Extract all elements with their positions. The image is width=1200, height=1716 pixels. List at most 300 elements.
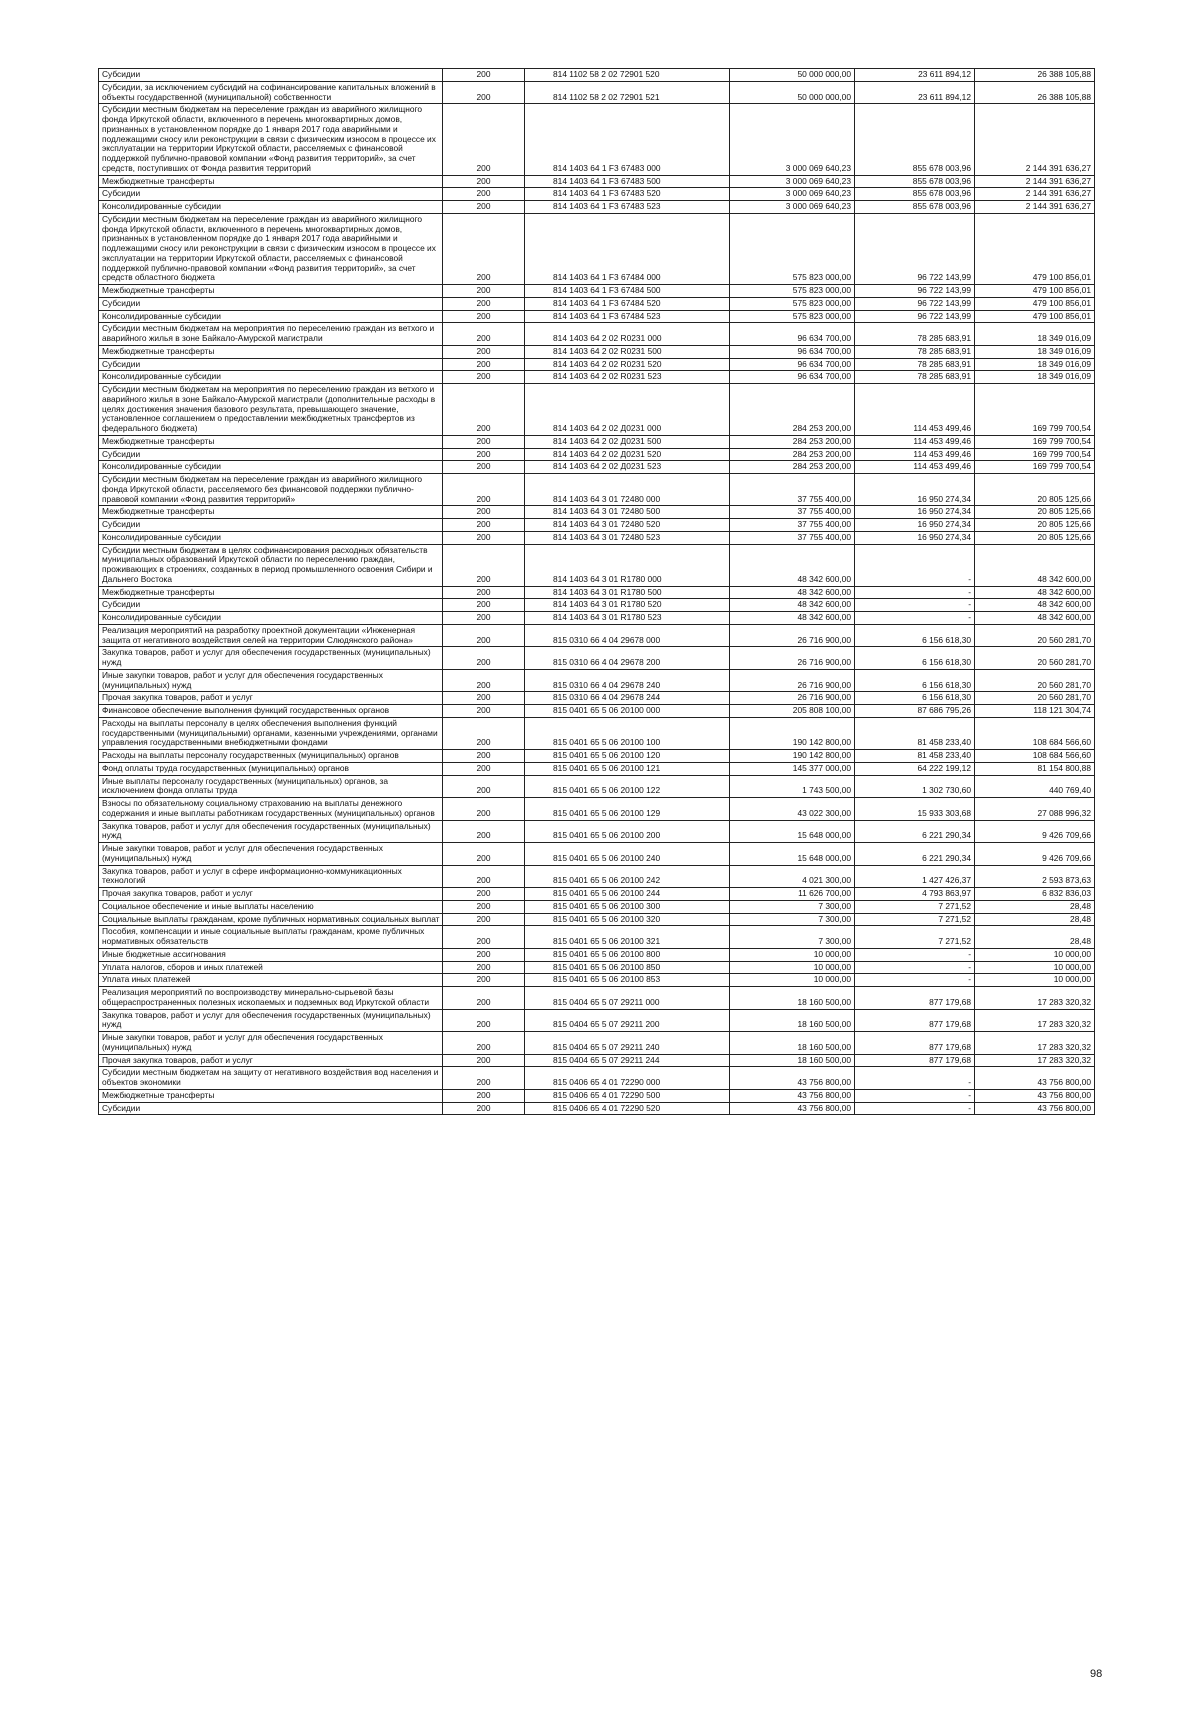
row-budget-code: 814 1403 64 3 01 72480 520 (525, 519, 730, 532)
row-name: Фонд оплаты труда государственных (муниципальных) органов (99, 762, 443, 775)
row-executed-amount: - (855, 586, 975, 599)
row-budget-code: 814 1403 64 3 01 72480 000 (525, 474, 730, 506)
table-row (99, 201, 1095, 214)
row-budget-code: 814 1403 64 2 02 Д0231 523 (525, 461, 730, 474)
table-row (99, 345, 1095, 358)
row-budget-code: 815 0310 66 4 04 29678 000 (525, 624, 730, 647)
row-code: 200 (443, 692, 525, 705)
table-row (99, 69, 1095, 82)
row-budget-code: 815 0310 66 4 04 29678 200 (525, 647, 730, 670)
row-unexecuted-amount: 10 000,00 (975, 948, 1095, 961)
row-budget-code: 815 0401 65 5 06 20100 200 (525, 820, 730, 843)
table-body (99, 69, 1095, 1115)
table-row (99, 599, 1095, 612)
row-code: 200 (443, 201, 525, 214)
row-executed-amount: - (855, 612, 975, 625)
row-executed-amount: 96 722 143,99 (855, 213, 975, 284)
row-code: 200 (443, 612, 525, 625)
table-row (99, 323, 1095, 346)
row-budget-code: 815 0401 65 5 06 20100 120 (525, 750, 730, 763)
row-code: 200 (443, 69, 525, 82)
row-unexecuted-amount: 169 799 700,54 (975, 448, 1095, 461)
row-unexecuted-amount: 48 342 600,00 (975, 544, 1095, 586)
row-code: 200 (443, 1067, 525, 1090)
row-budget-code: 815 0401 65 5 06 20100 129 (525, 798, 730, 821)
row-executed-amount: 96 722 143,99 (855, 285, 975, 298)
budget-execution-table (98, 68, 1095, 1115)
row-unexecuted-amount: 20 805 125,66 (975, 506, 1095, 519)
row-budget-code: 814 1403 64 3 01 R1780 000 (525, 544, 730, 586)
table-row (99, 1089, 1095, 1102)
row-name: Субсидии (99, 519, 443, 532)
row-code: 200 (443, 435, 525, 448)
row-code: 200 (443, 323, 525, 346)
row-unexecuted-amount: 20 560 281,70 (975, 647, 1095, 670)
row-unexecuted-amount: 17 283 320,32 (975, 1054, 1095, 1067)
row-executed-amount: 877 179,68 (855, 1009, 975, 1032)
row-approved-amount: 190 142 800,00 (730, 717, 855, 749)
row-name: Субсидии (99, 69, 443, 82)
row-code: 200 (443, 599, 525, 612)
row-approved-amount: 43 756 800,00 (730, 1102, 855, 1115)
row-unexecuted-amount: 27 088 996,32 (975, 798, 1095, 821)
row-unexecuted-amount: 18 349 016,09 (975, 358, 1095, 371)
row-code: 200 (443, 1032, 525, 1055)
row-name: Иные закупки товаров, работ и услуг для обеспечения государственных (муниципальных) нужд (99, 1032, 443, 1055)
row-name: Пособия, компенсации и иные социальные выплаты гражданам, кроме публичных нормативных обязательств (99, 926, 443, 949)
row-unexecuted-amount: 43 756 800,00 (975, 1102, 1095, 1115)
row-code: 200 (443, 624, 525, 647)
table-row (99, 692, 1095, 705)
row-unexecuted-amount: 10 000,00 (975, 974, 1095, 987)
table-row (99, 175, 1095, 188)
row-budget-code: 814 1403 64 3 01 R1780 523 (525, 612, 730, 625)
table-row (99, 1054, 1095, 1067)
row-budget-code: 814 1403 64 3 01 R1780 500 (525, 586, 730, 599)
row-code: 200 (443, 1054, 525, 1067)
row-approved-amount: 43 756 800,00 (730, 1067, 855, 1090)
row-name: Субсидии (99, 297, 443, 310)
row-code: 200 (443, 345, 525, 358)
row-name: Консолидированные субсидии (99, 531, 443, 544)
row-unexecuted-amount: 20 805 125,66 (975, 531, 1095, 544)
row-approved-amount: 7 300,00 (730, 913, 855, 926)
row-approved-amount: 50 000 000,00 (730, 69, 855, 82)
row-approved-amount: 575 823 000,00 (730, 285, 855, 298)
row-code: 200 (443, 310, 525, 323)
row-name: Субсидии местным бюджетам на мероприятия по переселению граждан из ветхого и аварийного жилья в зоне Байкало-Амурской магистрали (99, 323, 443, 346)
row-budget-code: 814 1403 64 1 F3 67483 500 (525, 175, 730, 188)
row-budget-code: 815 0404 65 5 07 29211 000 (525, 987, 730, 1010)
row-approved-amount: 37 755 400,00 (730, 474, 855, 506)
row-unexecuted-amount: 2 144 391 636,27 (975, 188, 1095, 201)
row-executed-amount: 15 933 303,68 (855, 798, 975, 821)
row-approved-amount: 10 000,00 (730, 961, 855, 974)
row-unexecuted-amount: 17 283 320,32 (975, 1009, 1095, 1032)
row-code: 200 (443, 775, 525, 798)
row-name: Консолидированные субсидии (99, 612, 443, 625)
table-row (99, 750, 1095, 763)
row-name: Реализация мероприятий по воспроизводству минерально-сырьевой базы общераспространенных полезных ископаемых и подземных вод Иркутской области (99, 987, 443, 1010)
row-budget-code: 814 1102 58 2 02 72901 520 (525, 69, 730, 82)
row-budget-code: 814 1403 64 2 02 Д0231 500 (525, 435, 730, 448)
row-name: Иные закупки товаров, работ и услуг для обеспечения государственных (муниципальных) нужд (99, 843, 443, 866)
table-row (99, 1102, 1095, 1115)
row-executed-amount: 7 271,52 (855, 900, 975, 913)
row-code: 200 (443, 762, 525, 775)
row-name: Прочая закупка товаров, работ и услуг (99, 888, 443, 901)
row-code: 200 (443, 913, 525, 926)
table-row (99, 948, 1095, 961)
row-name: Реализация мероприятий на разработку проектной документации «Инженерная защита от негативного воздействия селей на территории Слюдянского района» (99, 624, 443, 647)
table-row (99, 506, 1095, 519)
row-approved-amount: 18 160 500,00 (730, 1054, 855, 1067)
table-row (99, 297, 1095, 310)
table-row (99, 384, 1095, 436)
row-approved-amount: 37 755 400,00 (730, 506, 855, 519)
table-row (99, 900, 1095, 913)
row-executed-amount: 78 285 683,91 (855, 345, 975, 358)
row-budget-code: 814 1403 64 2 02 R0231 523 (525, 371, 730, 384)
row-executed-amount: - (855, 1089, 975, 1102)
row-unexecuted-amount: 20 560 281,70 (975, 692, 1095, 705)
row-code: 200 (443, 987, 525, 1010)
row-name: Иные бюджетные ассигнования (99, 948, 443, 961)
row-budget-code: 815 0401 65 5 06 20100 850 (525, 961, 730, 974)
row-unexecuted-amount: 6 832 836,03 (975, 888, 1095, 901)
row-executed-amount: 877 179,68 (855, 1032, 975, 1055)
table-row (99, 888, 1095, 901)
row-code: 200 (443, 81, 525, 104)
row-unexecuted-amount: 169 799 700,54 (975, 384, 1095, 436)
row-code: 200 (443, 820, 525, 843)
table-row (99, 310, 1095, 323)
row-name: Иные закупки товаров, работ и услуг для обеспечения государственных (муниципальных) нужд (99, 669, 443, 692)
row-unexecuted-amount: 479 100 856,01 (975, 310, 1095, 323)
row-budget-code: 815 0401 65 5 06 20100 242 (525, 865, 730, 888)
table-row (99, 435, 1095, 448)
row-code: 200 (443, 371, 525, 384)
row-name: Прочая закупка товаров, работ и услуг (99, 692, 443, 705)
row-code: 200 (443, 1009, 525, 1032)
row-unexecuted-amount: 2 144 391 636,27 (975, 104, 1095, 175)
row-unexecuted-amount: 10 000,00 (975, 961, 1095, 974)
row-budget-code: 815 0310 66 4 04 29678 240 (525, 669, 730, 692)
row-executed-amount: 81 458 233,40 (855, 750, 975, 763)
row-executed-amount: 23 611 894,12 (855, 81, 975, 104)
row-unexecuted-amount: 479 100 856,01 (975, 285, 1095, 298)
row-approved-amount: 575 823 000,00 (730, 213, 855, 284)
row-approved-amount: 37 755 400,00 (730, 519, 855, 532)
row-name: Субсидии (99, 599, 443, 612)
row-approved-amount: 48 342 600,00 (730, 612, 855, 625)
table-row (99, 461, 1095, 474)
table-row (99, 843, 1095, 866)
row-code: 200 (443, 519, 525, 532)
row-executed-amount: 877 179,68 (855, 1054, 975, 1067)
row-code: 200 (443, 213, 525, 284)
row-unexecuted-amount: 28,48 (975, 913, 1095, 926)
row-budget-code: 814 1403 64 3 01 72480 523 (525, 531, 730, 544)
row-executed-amount: - (855, 948, 975, 961)
row-code: 200 (443, 798, 525, 821)
table-row (99, 104, 1095, 175)
row-unexecuted-amount: 48 342 600,00 (975, 599, 1095, 612)
row-name: Консолидированные субсидии (99, 461, 443, 474)
table-row (99, 705, 1095, 718)
row-name: Расходы на выплаты персоналу в целях обеспечения выполнения функций государственными (муниципальными) органами, казенными учреждениями, органами управления государственными внебюджетными фондами (99, 717, 443, 749)
row-executed-amount: 16 950 274,34 (855, 531, 975, 544)
row-approved-amount: 48 342 600,00 (730, 586, 855, 599)
row-name: Межбюджетные трансферты (99, 435, 443, 448)
row-unexecuted-amount: 28,48 (975, 926, 1095, 949)
row-name: Межбюджетные трансферты (99, 285, 443, 298)
row-approved-amount: 7 300,00 (730, 926, 855, 949)
row-executed-amount: 1 427 426,37 (855, 865, 975, 888)
row-name: Финансовое обеспечение выполнения функций государственных органов (99, 705, 443, 718)
row-code: 200 (443, 474, 525, 506)
table-row (99, 448, 1095, 461)
table-row (99, 669, 1095, 692)
table-row (99, 798, 1095, 821)
table-row (99, 474, 1095, 506)
table-row (99, 586, 1095, 599)
row-approved-amount: 10 000,00 (730, 948, 855, 961)
row-budget-code: 815 0404 65 5 07 29211 240 (525, 1032, 730, 1055)
row-code: 200 (443, 461, 525, 474)
table-row (99, 865, 1095, 888)
row-executed-amount: 6 156 618,30 (855, 624, 975, 647)
table-row (99, 926, 1095, 949)
row-budget-code: 814 1403 64 3 01 72480 500 (525, 506, 730, 519)
row-name: Субсидии местным бюджетам на защиту от негативного воздействия вод населения и объектов экономики (99, 1067, 443, 1090)
row-code: 200 (443, 1089, 525, 1102)
row-unexecuted-amount: 26 388 105,88 (975, 81, 1095, 104)
row-code: 200 (443, 669, 525, 692)
row-executed-amount: 16 950 274,34 (855, 506, 975, 519)
row-budget-code: 815 0310 66 4 04 29678 244 (525, 692, 730, 705)
row-unexecuted-amount: 17 283 320,32 (975, 1032, 1095, 1055)
row-name: Субсидии местным бюджетам на переселение граждан из аварийного жилищного фонда Иркутской области, расселяемого без финансовой поддержки публично-правовой компании «Фонд развития территорий» (99, 474, 443, 506)
row-unexecuted-amount: 43 756 800,00 (975, 1089, 1095, 1102)
row-executed-amount: - (855, 599, 975, 612)
table-row (99, 717, 1095, 749)
row-code: 200 (443, 843, 525, 866)
row-executed-amount: 114 453 499,46 (855, 384, 975, 436)
row-executed-amount: 4 793 863,97 (855, 888, 975, 901)
row-approved-amount: 18 160 500,00 (730, 987, 855, 1010)
table-row (99, 358, 1095, 371)
row-name: Социальные выплаты гражданам, кроме публичных нормативных социальных выплат (99, 913, 443, 926)
row-unexecuted-amount: 20 805 125,66 (975, 474, 1095, 506)
row-approved-amount: 18 160 500,00 (730, 1032, 855, 1055)
row-budget-code: 815 0406 65 4 01 72290 500 (525, 1089, 730, 1102)
row-name: Субсидии, за исключением субсидий на софинансирование капитальных вложений в объекты государственной (муниципальной) собственности (99, 81, 443, 104)
row-code: 200 (443, 974, 525, 987)
row-executed-amount: 7 271,52 (855, 926, 975, 949)
row-name: Закупка товаров, работ и услуг в сфере информационно-коммуникационных технологий (99, 865, 443, 888)
row-name: Субсидии (99, 358, 443, 371)
row-code: 200 (443, 961, 525, 974)
table-row (99, 371, 1095, 384)
row-executed-amount: 81 458 233,40 (855, 717, 975, 749)
row-budget-code: 815 0401 65 5 06 20100 121 (525, 762, 730, 775)
row-executed-amount: - (855, 1067, 975, 1090)
row-name: Субсидии местным бюджетам в целях софинансирования расходных обязательств муниципальных образований Иркутской области по переселению граждан, проживающих в строениях, созданных в период промышленного освоения Сибири и Дальнего Востока (99, 544, 443, 586)
row-code: 200 (443, 888, 525, 901)
row-budget-code: 814 1102 58 2 02 72901 521 (525, 81, 730, 104)
table-row (99, 285, 1095, 298)
row-code: 200 (443, 865, 525, 888)
row-approved-amount: 96 634 700,00 (730, 345, 855, 358)
row-code: 200 (443, 297, 525, 310)
row-executed-amount: 855 678 003,96 (855, 201, 975, 214)
row-code: 200 (443, 586, 525, 599)
row-budget-code: 814 1403 64 2 02 Д0231 520 (525, 448, 730, 461)
row-executed-amount: - (855, 544, 975, 586)
row-executed-amount: 114 453 499,46 (855, 448, 975, 461)
table-row (99, 612, 1095, 625)
row-name: Межбюджетные трансферты (99, 586, 443, 599)
row-unexecuted-amount: 48 342 600,00 (975, 586, 1095, 599)
row-approved-amount: 96 634 700,00 (730, 371, 855, 384)
row-unexecuted-amount: 2 144 391 636,27 (975, 175, 1095, 188)
row-approved-amount: 26 716 900,00 (730, 692, 855, 705)
row-budget-code: 814 1403 64 2 02 R0231 000 (525, 323, 730, 346)
table-row (99, 519, 1095, 532)
row-executed-amount: - (855, 1102, 975, 1115)
row-name: Закупка товаров, работ и услуг для обеспечения государственных (муниципальных) нужд (99, 1009, 443, 1032)
row-approved-amount: 15 648 000,00 (730, 843, 855, 866)
row-budget-code: 815 0401 65 5 06 20100 300 (525, 900, 730, 913)
row-name: Расходы на выплаты персоналу государственных (муниципальных) органов (99, 750, 443, 763)
row-code: 200 (443, 544, 525, 586)
row-budget-code: 814 1403 64 1 F3 67483 520 (525, 188, 730, 201)
row-unexecuted-amount: 169 799 700,54 (975, 461, 1095, 474)
row-budget-code: 814 1403 64 1 F3 67484 520 (525, 297, 730, 310)
row-unexecuted-amount: 479 100 856,01 (975, 213, 1095, 284)
table-row (99, 961, 1095, 974)
row-name: Консолидированные субсидии (99, 201, 443, 214)
row-code: 200 (443, 448, 525, 461)
row-approved-amount: 190 142 800,00 (730, 750, 855, 763)
row-executed-amount: 96 722 143,99 (855, 297, 975, 310)
row-budget-code: 814 1403 64 2 02 R0231 500 (525, 345, 730, 358)
row-executed-amount: 64 222 199,12 (855, 762, 975, 775)
row-executed-amount: 87 686 795,26 (855, 705, 975, 718)
row-budget-code: 815 0401 65 5 06 20100 244 (525, 888, 730, 901)
row-budget-code: 815 0404 65 5 07 29211 200 (525, 1009, 730, 1032)
row-executed-amount: 16 950 274,34 (855, 519, 975, 532)
row-name: Уплата налогов, сборов и иных платежей (99, 961, 443, 974)
row-unexecuted-amount: 9 426 709,66 (975, 843, 1095, 866)
row-unexecuted-amount: 18 349 016,09 (975, 345, 1095, 358)
row-name: Взносы по обязательному социальному страхованию на выплаты денежного содержания и иные выплаты работникам государственных (муниципальных) органов (99, 798, 443, 821)
row-executed-amount: 96 722 143,99 (855, 310, 975, 323)
table-row (99, 1067, 1095, 1090)
row-approved-amount: 43 022 300,00 (730, 798, 855, 821)
row-approved-amount: 50 000 000,00 (730, 81, 855, 104)
row-executed-amount: - (855, 974, 975, 987)
row-name: Субсидии местным бюджетам на переселение граждан из аварийного жилищного фонда Иркутской области, включенного в перечень многоквартирных домов, признанных в установленном порядке до 1 января 2017 года аварийными и подлежащими сносу или реконструкции в связи с физическим износом в процессе их эксплуатации на территории Иркутской области, расселяемых с финансовой поддержкой публично-правовой компании «Фонд развития территорий», за счет средств областного бюджета (99, 213, 443, 284)
row-approved-amount: 284 253 200,00 (730, 435, 855, 448)
table-row (99, 762, 1095, 775)
row-approved-amount: 3 000 069 640,23 (730, 188, 855, 201)
table-row (99, 544, 1095, 586)
row-executed-amount: 16 950 274,34 (855, 474, 975, 506)
row-budget-code: 814 1403 64 1 F3 67484 000 (525, 213, 730, 284)
row-name: Субсидии местным бюджетам на мероприятия по переселению граждан из ветхого и аварийного жилья в зоне Байкало-Амурской магистрали (дополнительные расходы в целях достижения значения базового результата, превышающего значение, установленное соглашением о предоставлении межбюджетных трансфертов из федерального бюджета) (99, 384, 443, 436)
row-budget-code: 815 0401 65 5 06 20100 000 (525, 705, 730, 718)
row-executed-amount: 78 285 683,91 (855, 358, 975, 371)
row-unexecuted-amount: 479 100 856,01 (975, 297, 1095, 310)
row-name: Субсидии (99, 448, 443, 461)
row-code: 200 (443, 531, 525, 544)
row-code: 200 (443, 104, 525, 175)
row-name: Уплата иных платежей (99, 974, 443, 987)
row-executed-amount: 6 221 290,34 (855, 820, 975, 843)
row-executed-amount: 6 156 618,30 (855, 692, 975, 705)
row-executed-amount: 855 678 003,96 (855, 175, 975, 188)
row-budget-code: 815 0404 65 5 07 29211 244 (525, 1054, 730, 1067)
row-approved-amount: 96 634 700,00 (730, 358, 855, 371)
table-row (99, 213, 1095, 284)
row-budget-code: 814 1403 64 1 F3 67484 500 (525, 285, 730, 298)
row-executed-amount: 6 156 618,30 (855, 647, 975, 670)
row-name: Межбюджетные трансферты (99, 1089, 443, 1102)
row-unexecuted-amount: 20 805 125,66 (975, 519, 1095, 532)
row-code: 200 (443, 1102, 525, 1115)
row-budget-code: 815 0401 65 5 06 20100 122 (525, 775, 730, 798)
table-row (99, 974, 1095, 987)
row-approved-amount: 7 300,00 (730, 900, 855, 913)
row-name: Иные выплаты персоналу государственных (муниципальных) органов, за исключением фонда оплаты труда (99, 775, 443, 798)
row-budget-code: 815 0401 65 5 06 20100 800 (525, 948, 730, 961)
row-approved-amount: 48 342 600,00 (730, 599, 855, 612)
row-code: 200 (443, 506, 525, 519)
row-executed-amount: 1 302 730,60 (855, 775, 975, 798)
row-code: 200 (443, 358, 525, 371)
row-approved-amount: 26 716 900,00 (730, 624, 855, 647)
row-approved-amount: 284 253 200,00 (730, 461, 855, 474)
row-name: Субсидии (99, 1102, 443, 1115)
row-unexecuted-amount: 26 388 105,88 (975, 69, 1095, 82)
row-unexecuted-amount: 108 684 566,60 (975, 750, 1095, 763)
row-approved-amount: 205 808 100,00 (730, 705, 855, 718)
row-budget-code: 814 1403 64 2 02 R0231 520 (525, 358, 730, 371)
row-code: 200 (443, 285, 525, 298)
row-unexecuted-amount: 18 349 016,09 (975, 371, 1095, 384)
row-name: Межбюджетные трансферты (99, 345, 443, 358)
row-name: Субсидии (99, 188, 443, 201)
row-name: Субсидии местным бюджетам на переселение граждан из аварийного жилищного фонда Иркутской области, включенного в перечень многоквартирных домов, признанных в установленном порядке до 1 января 2017 года аварийными и подлежащими сносу или реконструкции в связи с физическим износом в процессе их эксплуатации на территории Иркутской области, расселяемых с финансовой поддержкой публично-правовой компании «Фонд развития территорий», за счет средств, поступивших от Фонда развития территорий (99, 104, 443, 175)
row-unexecuted-amount: 118 121 304,74 (975, 705, 1095, 718)
row-name: Прочая закупка товаров, работ и услуг (99, 1054, 443, 1067)
row-budget-code: 814 1403 64 1 F3 67483 000 (525, 104, 730, 175)
row-code: 200 (443, 717, 525, 749)
table-row (99, 1032, 1095, 1055)
row-budget-code: 814 1403 64 1 F3 67483 523 (525, 201, 730, 214)
row-budget-code: 815 0401 65 5 06 20100 321 (525, 926, 730, 949)
row-unexecuted-amount: 17 283 320,32 (975, 987, 1095, 1010)
row-unexecuted-amount: 169 799 700,54 (975, 435, 1095, 448)
table-row (99, 1009, 1095, 1032)
row-approved-amount: 48 342 600,00 (730, 544, 855, 586)
table-row (99, 987, 1095, 1010)
row-code: 200 (443, 647, 525, 670)
row-executed-amount: 7 271,52 (855, 913, 975, 926)
row-approved-amount: 284 253 200,00 (730, 384, 855, 436)
